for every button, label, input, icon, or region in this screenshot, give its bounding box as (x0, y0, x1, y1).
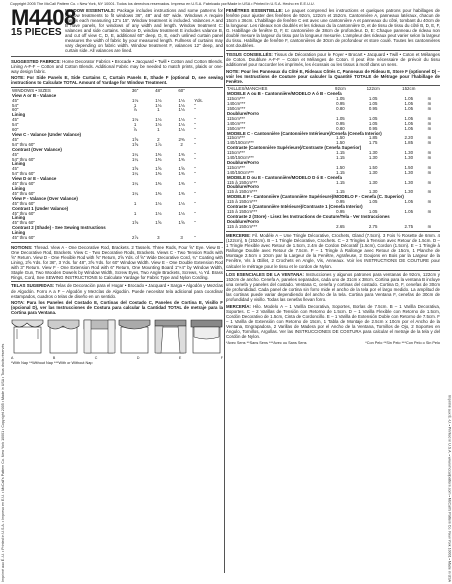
yardage-cell-b: 1⅝ (155, 220, 162, 226)
yardage-cell-a: 1¼ (132, 171, 139, 177)
yardage-cell-b: 2 (157, 136, 160, 142)
metric-cell-a: 2.65 (336, 223, 345, 229)
metric-cell-a: 1.15 (336, 150, 345, 156)
mercerie (226, 233, 440, 268)
metric-cell-u: m (427, 140, 432, 146)
metric-cell-a: 1.15 (336, 169, 345, 175)
window-essentials-text: Package includes instructions and some patterns for window treatments to fit windows 36", 48" and 60" wide. Windows A require panels each measuring 12"x 15". Window treatment is included. Valances A and B have panels, for windows of any width and length. Window treatment C: valances and side curtains. Valance D, window treatment E includes valance B, and cut off view C, D, E, additional 60" deep, D, E, each unlined curtain panel measures the width of fabric by your measured length. Fullness of curtains may vary depending on fabric width. Window treatment F, valances 12" deep, and curtain side. All valances are lined. (65, 8, 223, 54)
yardage-cell-c: 1⅝ (178, 166, 185, 172)
yardage-cell-t: View A or B - Valance (12, 92, 57, 98)
metric-cell-b: 1.05 (368, 96, 378, 102)
yardage-header-60: 60" (178, 87, 185, 93)
yardage-cell-b: 1⅛ (155, 102, 162, 108)
metric-cell-t: Doublure/Forro (227, 159, 259, 165)
yardage-cell-c: 1⅛ (178, 102, 185, 108)
yardage-table (11, 89, 223, 241)
metric-cell-u: m (427, 189, 432, 195)
yardage-cell-u: " (194, 210, 196, 216)
yardage-cell-t: 45" thru 60" (12, 181, 35, 187)
column-divider (224, 8, 225, 573)
metric-cell-t: 140/150cm*** (227, 140, 254, 146)
metric-cell-t: 115 à 150cm*** (227, 223, 258, 229)
yardage-cell-t: Contrast 1 (Under Valance) (12, 205, 69, 211)
yardage-cell-u: " (194, 171, 196, 177)
yardage-cell-t: View F - Valance (Over Valance) (12, 195, 78, 201)
yardage-cell-b: 1⅛ (155, 122, 162, 128)
yardage-cell-t: 45" (12, 117, 19, 123)
legend-es: *Con Pelo **Sin Pelo ***Con Pelo o Sin Pelo (365, 340, 440, 345)
metric-body (226, 92, 440, 229)
yardage-cell-c: 1⅜ (178, 190, 185, 196)
yardage-cell-u: " (194, 151, 196, 157)
esenciales-text: Instrucciones y algunos patrones para ventanas de 92cm, 122cm y 152cm de ancho. Cenefa A, paneles separados, cada uno de 31cm x 38cm. Cortina para la ventana B incluye una cenefa y paneles del costado. Ventana C, cenefa y cortinas del costado. Cortina D, F, cenefas de 30cm de profundidad. Cada panel de cortina sin forro mide el ancho de la tela por el largo medido. La amplitud de las cortinas puede variar dependiendo del ancho de la tela. Cortina para Ventana F, cenefas de 30cm de profundidad y visillo. Todas las cenefas llevan forro. (226, 272, 440, 303)
yardage-cell-b: 1⅜ (155, 151, 162, 157)
metric-cell-t: 115cm*** (227, 150, 245, 156)
yardage-cell-t: 45" thru 60" (12, 235, 35, 241)
yardage-cell-c: 1⅛ (178, 117, 185, 123)
metric-cell-b: 1.85 (368, 135, 378, 141)
legend-fr: *Avec Sens **Sans Sens ***Avec ou Sans Sens (226, 340, 307, 345)
metric-cell-u: m (427, 209, 432, 214)
metric-cell-c: 1.85 (404, 140, 414, 146)
yardage-cell-u: Yds. (194, 97, 203, 103)
suggested-fabrics (11, 59, 223, 74)
metric-cell-b: 0.95 (368, 105, 378, 111)
yardage-cell-t: 54" thru 60" (12, 141, 35, 147)
yardage-cell-a: ⅞ (133, 127, 137, 133)
yardage-cell-b: 1⅛ (155, 97, 162, 103)
yardage-cell-t: 45" thru 60" (12, 200, 35, 206)
metric-cell-u: m (427, 96, 432, 102)
metric-cell-b: 1.75 (368, 140, 378, 146)
yardage-header-label: WINDOWS • SIZES (12, 87, 51, 93)
english-column (11, 8, 223, 573)
telas-title: TELAS SUGERIDAS: (11, 283, 55, 289)
divider-line (11, 56, 223, 57)
view-a-drawing (11, 317, 44, 355)
note-text: NOTE: For Side Panels E, Side Curtains C, Curtain Panels E, Shade F (optional D, see sewing instructions to Calculate TOTAL Amount of Yardage for Window Treatment. (11, 75, 223, 86)
yardage-cell-b: 3 (157, 235, 160, 241)
yardage-cell-c: 2 (180, 141, 183, 147)
divider-line (11, 242, 223, 243)
view-letter-b: B (52, 356, 56, 361)
metric-cell-t: MODELE A ou B - Cantonnière/MODELO A ó B - Cenefa (227, 91, 342, 97)
metric-cell-c: 1.05 (404, 209, 414, 214)
yardage-cell-t: 60" (12, 107, 19, 113)
merceria-text: Hilo. Modelo A – 1 Varilla Decorativa, Soportes, Borlas de 7.5cm. B – 1 Varilla Decorativa, Soportes. C – 2 Varillas de Tensión con Retorno de 1.5cm. D – 1 Varilla Flexible con Retorno de 1.5cm, Cordón Decorativo de 1.5cm, Cinta de Cordoncillo. E – 1 Varilla de Extensión Doble con Retorno de 7.5cm. F – 1 Varilla de Extensión con Retorno de 15cm, 1 Tabla de Montaje de 2.5cm x 10cm por el Ancho de la Ventana, Engrapadora, 2 Varillas de Madera por el Ancho de la Ventana, Tornillos de Ojo, 2 Soportes en Ángulo, Tornillos, Argollas. Ver las INSTRUCCIONES DE COSTURA para calcular el metraje de la tela y del Cordón de Nylon. (226, 303, 440, 340)
yardage-cell-b: 1⅜ (155, 181, 162, 187)
notions (11, 245, 223, 280)
yardage-cell-c: 1⅝ (178, 220, 185, 226)
metric-cell-b: 1.30 (368, 169, 378, 175)
yardage-cell-t: Lining (12, 215, 26, 221)
side-print-right: Imprimé aux É.-U. • Printed in U.S.A. • www.mccallpattern.com • McCall's Pattern Co. New York 10001 • Made in USA (447, 394, 451, 582)
yardage-cell-a: 1¼ (132, 156, 139, 162)
yardage-cell-t: View D or E - Valance (12, 176, 57, 182)
yardage-cell-t: 45" (12, 97, 19, 103)
metric-cell-t: 115cm*** (227, 164, 245, 170)
yardage-cell-c: 1⅛ (178, 200, 185, 206)
yardage-cell-c: 1⅛ (178, 107, 185, 113)
metric-cell-t: Contraste 2 (Store) - Lisez les Instructions de Couture/Tela - Ver Instrucciones (227, 213, 390, 219)
window-essentials-title: WINDOW ESSENTIALS: (65, 8, 116, 13)
metric-cell-t: Doublure/Forro (227, 110, 259, 116)
yardage-cell-u: " (194, 156, 196, 162)
metric-cell-c: 1.05 (404, 199, 414, 205)
yardage-cell-b: 1⅝ (155, 166, 162, 172)
view-letter-c: C (94, 356, 98, 361)
metric-cell-a: 0.80 (336, 105, 345, 111)
yardage-cell-b: 1 (157, 127, 160, 133)
metric-header-152: 152cm (402, 86, 416, 92)
notions-text: Thread. View A - One Decorative Rod, Brackets. 2 Tassels. Three Rods, Four ⅝" Eye. View B - One Decorative Rod, Brackets. View C - Two Decorative Rods, Brackets. Views C - Two Tension Rods with ⅝" Return. View D - One Flexible Rod with ⅝" Return, 2⅝ Yds. of ⅝" Wide Decorative Cord, ¾" Coating with Lining, 2⅝ Yds. for 36", 3 Yds. for 48", 3⅝ Yds. for 60" Window Width. View E - One Double Extension Rod with 3" Return. View F - One Extension Rod with 6" Return, One Mounting Board 1"×4" by Window Width, Staple Gun, Two Wooden Dowels by Window Width, Screw Eyes, Two Angle Brackets, Screws, ¼ Yd. Brass Rings, Cord, See SEWING INSTRUCTIONS to Calculate Yardage for Fabric Type and Nylon Cording. (11, 244, 223, 280)
fenetres-text: Le paquet comprend les instructions et quelques patrons pour habillages de fenêtre pour ajuster des fenêtres de 92cm, 122cm et 152cm. Cantonnière A, panneaux latéraux, chacun de 15cm x 36cm. L'habillage de fenêtre C est avec une cantonnière A et panneaux du côté, tombant du 40cm de la longueur. Les rideaux non doublés et les rideaux du la cantonnière D, et de tissu de tissu du côté B, D, E, F, G. Habillage de fenêtre D, F, E: cantonnière de 38cm de profondeur. D, E: Chaque panneau de rideau non doublé mesure la largeur du tissu par la longueur mesurée. L'ampleur des rideaux peut varier selon la largeur du tissu. Habillage de fenêtre F, cantonnières de 30cm de profondeur et store coulé. Toutes les cantonnières sont doublées. (226, 8, 440, 49)
metric-cell-c: 1.30 (404, 179, 414, 185)
yardage-cell-t: 60" (12, 127, 19, 133)
metric-cell-a: 1.50 (336, 164, 345, 170)
yardage-cell-c: 1⅛ (178, 122, 185, 128)
metric-cell-u: m (427, 101, 432, 107)
legends-fr-es (226, 341, 440, 346)
metric-cell-u: m (427, 115, 432, 121)
yardage-cell-c: 1⅜ (178, 151, 185, 157)
metric-cell-t: Contraste (Cantonnière Supérieure)/Contraste (Cenefa Superior) (227, 145, 362, 151)
yardage-cell-u: " (194, 102, 196, 108)
metric-cell-a: 1.15 (336, 179, 345, 185)
yardage-cell-u: " (194, 220, 196, 226)
yardage-cell-t: Lining (12, 112, 26, 118)
metric-cell-u: m (427, 169, 432, 175)
metric-cell-b: 0.95 (368, 125, 378, 131)
yardage-body (11, 94, 223, 241)
metric-cell-c: 1.05 (404, 96, 414, 102)
metric-cell-u: m (427, 135, 432, 141)
metric-cell-a: 1.50 (336, 135, 345, 141)
yardage-cell-c: 1⅜ (178, 156, 185, 162)
yardage-cell-u: " (194, 166, 196, 172)
yardage-cell-b: 1⅛ (155, 210, 162, 216)
metric-cell-t: 140cm*** (227, 120, 246, 126)
metric-cell-c: 1.30 (404, 169, 414, 175)
view-f-drawing (190, 317, 223, 355)
divider-line (226, 270, 440, 271)
metric-cell-t: Doublure/Forro (227, 218, 259, 224)
yardage-cell-t: 54" (12, 102, 19, 108)
fr-note-text: NOTE: Pour les Panneaux du Côté E, Rideaux Côtés C, Panneaux de Rideau E, Store F (optionnel D) – voir les Instructions de Couture pour calculer la Quantité TOTALE de Métrage pour l'habillage de Fenêtre. (226, 68, 440, 84)
yardage-cell-t: 54" thru 60" (12, 156, 35, 162)
yardage-cell-u: " (194, 235, 196, 241)
yardage-cell-b: 1⅛ (155, 117, 162, 123)
metric-cell-b: 1.05 (368, 209, 378, 214)
metric-cell-b: 1.05 (368, 115, 378, 121)
suggested-fabrics-title: SUGGESTED FABRICS: (11, 58, 61, 64)
yardage-cell-t: View C - Valance (Under Valance) (12, 132, 81, 137)
fenetres-essentielle (226, 8, 440, 48)
metric-cell-b: 1.05 (368, 101, 378, 107)
metric-cell-a: 0.95 (336, 101, 345, 107)
view-letter-e: E (178, 356, 182, 361)
yardage-cell-t: 45" (12, 166, 19, 172)
view-illustrations (11, 317, 223, 355)
yardage-cell-a: 1⅝ (132, 220, 139, 226)
metric-cell-b: 1.30 (368, 150, 378, 156)
yardage-cell-b: 1⅞ (155, 141, 162, 147)
metric-header-label: TAILLES/MANCHES (227, 86, 268, 92)
pattern-number: M4408 (11, 8, 76, 30)
notions-title: NOTIONS: (11, 244, 33, 250)
metric-cell-t: 115 à 150cm*** (227, 209, 258, 214)
metric-cell-c: 1.05 (404, 115, 414, 121)
metric-cell-u: m (427, 179, 432, 185)
yardage-cell-a: 1¼ (132, 151, 139, 157)
suggested-fabrics-text: Home Decorator Fabrics • Brocade • Jacquard • Twill • Cotton and Cotton Blends. Lining A-F-F – Cotton and Cotton Blends. Additional Fabric may be needed to match prints, plaids or one-way design fabric. (11, 58, 223, 74)
metric-cell-t: 150cm*** (227, 125, 246, 131)
yardage-cell-a: 1¼ (132, 190, 139, 196)
metric-cell-t: 115cm*** (227, 115, 245, 121)
metric-cell-c: 1.05 (404, 120, 414, 126)
metric-cell-t: 115cm*** (227, 135, 245, 141)
yardage-cell-t: Contrast (Over Valance) (12, 146, 62, 152)
window-essentials (65, 8, 223, 53)
metric-cell-a: 1.05 (336, 115, 345, 121)
yardage-cell-a: 1⅛ (132, 97, 139, 103)
yardage-cell-u: " (194, 181, 196, 187)
yardage-cell-t: Lining (12, 161, 26, 167)
yardage-cell-a: 1¼ (132, 181, 139, 187)
metric-cell-c: 1.30 (404, 150, 414, 156)
side-print-left: Imprimé aux É.-U. • Printed in U.S.A. • Impreso en E.U. • McCall's Pattern Co. New York 10001 • Copyright 2005 • Made in USA • Tous droits réservés (1, 343, 5, 582)
view-letter-d: D (136, 356, 140, 361)
divider-line (11, 281, 223, 282)
nap-legend: *With Nap **Without Nap ***With or Without Nap (11, 361, 93, 366)
metric-cell-t: 140/150cm*** (227, 169, 254, 175)
yardage-cell-u: " (194, 141, 196, 147)
yardage-cell-t: 45" thru 60" (12, 210, 35, 216)
metric-cell-a: 0.95 (336, 209, 345, 214)
french-spanish-column (226, 8, 440, 573)
model-block (11, 8, 76, 55)
yardage-cell-c: 1⅛ (178, 210, 185, 216)
metric-cell-b: 1.30 (368, 155, 378, 161)
metric-cell-b: 2.75 (368, 223, 378, 229)
yardage-cell-u: " (194, 136, 196, 142)
metric-cell-c: 1.05 (404, 125, 414, 131)
metric-row (226, 225, 440, 230)
metric-cell-a: 0.80 (336, 125, 345, 131)
metric-cell-a: 1.15 (336, 189, 345, 195)
yardage-cell-t: 54" (12, 122, 19, 128)
metric-cell-c: 1.50 (404, 164, 414, 170)
metric-yardage-table (226, 87, 440, 229)
metric-cell-a: 1.50 (336, 140, 345, 146)
metric-cell-c: 1.30 (404, 189, 414, 195)
telas-sugeridas (11, 283, 223, 298)
yardage-cell-t: 45" thru 60" (12, 190, 35, 196)
metric-cell-b: 1.50 (368, 164, 378, 170)
yardage-cell-c: 1⅜ (178, 171, 185, 177)
yardage-cell-t: Lining (12, 185, 26, 191)
yardage-cell-u: " (194, 117, 196, 123)
yardage-cell-b: 1 (157, 107, 160, 113)
view-c-drawing (83, 317, 116, 355)
metric-header-92: 92cm (335, 86, 346, 92)
metric-header-122: 122cm (366, 86, 380, 92)
copyright-line: Copyright 2005 The McCall Pattern Co. • New York, NY 10001. Todos los derechos reservados. Impreso en U.S.A. Fabricado por/Made in USA • Printed in U.S.A. Hecho en E.E.U.U. (10, 2, 315, 6)
metric-cell-u: m (427, 199, 432, 205)
metric-cell-b: 1.05 (368, 199, 378, 205)
view-d-drawing (118, 317, 151, 355)
metric-cell-t: MODELE F - Cantonnière (Cantonnière Supérieure)/MODELO F - Cenefa (C. Superior) (227, 194, 404, 200)
yardage-cell-t: 45" (12, 151, 19, 157)
yardage-cell-u: " (194, 190, 196, 196)
yardage-cell-c: 1⅛ (178, 127, 185, 133)
fenetres-title: FENÊTRES ESSENTIELLE: (226, 8, 283, 13)
yardage-cell-t: 54" thru 60" (12, 171, 35, 177)
yardage-cell-a: 1 (133, 122, 137, 128)
metric-cell-t: Doublure/Forro (227, 184, 259, 190)
yardage-header-36: 36" (131, 87, 139, 93)
merceria (226, 304, 440, 339)
yardage-cell-u: " (194, 122, 196, 128)
mercerie-title: MERCERIE: (226, 233, 251, 239)
yardage-cell-u: " (194, 200, 196, 206)
metric-cell-u: m (427, 155, 432, 161)
metric-cell-u: m (427, 223, 432, 229)
divider-line (226, 231, 440, 232)
view-b-drawing (47, 317, 80, 355)
yardage-cell-t: 45" (12, 136, 19, 142)
view-e-drawing (154, 317, 187, 355)
yardage-cell-c: 2⅜ (178, 136, 185, 142)
header-block (11, 8, 223, 55)
yardage-cell-c: 1⅛ (178, 97, 185, 103)
yardage-cell-b: 1⅜ (155, 171, 162, 177)
metric-cell-u: m (427, 150, 432, 156)
merceria-title: MERCERÍA: (226, 303, 251, 309)
metric-cell-u: m (427, 120, 432, 126)
tissus-title: TISSUS CONSEILLÉS: (226, 51, 273, 57)
yardage-cell-a: ⅞ (133, 107, 137, 113)
metric-cell-t: 115 à 150cm*** (227, 189, 258, 195)
tissus-text: Tissus de Décoration pour le Foyer • Brocart • Jacquard • Twill • Coton et Mélanges de Coton. Doublure A-F-F – Coton et Mélanges de Coton. Il peut être nécessaire de prévoir du tissu additionnel pour raccorder les imprimés, les écossais ou les tissus à motif dans un sens. (226, 51, 440, 68)
metric-cell-c: 1.30 (404, 155, 414, 161)
yardage-cell-c: 1⅜ (178, 181, 185, 187)
esenciales-ventana (226, 272, 440, 302)
pieces-count: 15 PIECES (11, 27, 62, 38)
metric-cell-b: 1.30 (368, 179, 378, 185)
yardage-cell-b: 1⅜ (155, 156, 162, 162)
metric-cell-t: MODELE C - Cantonnière (Cantonnière Intérieure)/Cenefa (Cenefa Interior) (227, 130, 382, 136)
yardage-cell-a: 1 (133, 102, 137, 108)
metric-cell-t: 150cm*** (227, 105, 246, 111)
metric-cell-a: 1.15 (336, 155, 345, 161)
yardage-cell-a: 2⅞ (132, 235, 139, 241)
yardage-row (11, 236, 223, 241)
metric-cell-t: MODELE D ou E - Cantonnière/MODELO D ó E - Cenefa (227, 174, 342, 180)
metric-cell-c: 2.20 (404, 135, 414, 141)
tissus-conseilles (226, 52, 440, 67)
yardage-header-48: 48" (155, 87, 162, 93)
yardage-cell-a: 1⅝ (132, 141, 139, 147)
metric-cell-u: m (427, 164, 432, 170)
yardage-cell-b: 1⅛ (155, 200, 162, 206)
yardage-cell-a: 1⅝ (132, 166, 139, 172)
metric-cell-c: 1.05 (404, 101, 414, 107)
yardage-cell-u: " (194, 127, 196, 133)
yardage-cell-t: 45" thru 60" (12, 220, 35, 226)
telas-text: Telas de Decoración para el Hogar • Brocado • Jacquard • Sarga • Algodón y Mezclas de Algodón. Forro A a F – Algodón y Mezclas de Algodón. Puede necesitar tela adicional para coordinar estampados, cuadros o telas de diseño en un sentido. (11, 283, 223, 299)
metric-cell-b: 1.05 (368, 120, 378, 126)
yardage-cell-t: Lining (12, 230, 26, 236)
divider-line (226, 50, 440, 51)
yardage-cell-u: " (194, 107, 196, 113)
yardage-cell-a: 1⅝ (132, 136, 139, 142)
metric-cell-c: 2.75 (404, 223, 414, 229)
view-letter-f: F (220, 356, 223, 361)
metric-cell-u: m (427, 125, 432, 131)
metric-cell-u: m (427, 105, 432, 111)
metric-cell-t: Contraste 1 (Cantonnière Intérieure)/Contraste 1 (Cenefa Interior) (227, 204, 363, 210)
yardage-cell-a: 1 (133, 210, 137, 216)
metric-cell-a: 0.95 (336, 199, 345, 205)
metric-cell-a: 0.95 (336, 120, 345, 126)
metric-cell-t: 115cm*** (227, 96, 245, 102)
metric-cell-c: 1.05 (404, 105, 414, 111)
view-letter-a: A (11, 356, 14, 361)
metric-cell-t: 140cm*** (227, 101, 246, 107)
yardage-cell-a: 1⅛ (132, 117, 139, 123)
metric-cell-t: 115 à 150cm*** (227, 199, 258, 205)
yardage-cell-a: 1 (133, 200, 137, 206)
metric-cell-b: 1.30 (368, 189, 378, 195)
yardage-cell-b: 1⅜ (155, 190, 162, 196)
metric-cell-t: 140/150cm*** (227, 155, 254, 161)
metric-cell-t: 115 à 150cm*** (227, 179, 258, 185)
yardage-cell-t: Contrast 2 (Shade) - See Sewing Instructions (12, 225, 106, 231)
metric-cell-a: 1.05 (336, 96, 345, 102)
esenciales-title: LOS ESENCIALES DE LA VENTANA: (226, 272, 304, 278)
nota-text: NOTA: Para los Paneles del Costado E, Cortinas del Costado C, Paneles de Cortina E, Visillo F (opcional D), ver las Instrucciones de Costura para calcular la Cantidad TOTAL de metraje para la Cortina para Ventana. (11, 300, 223, 316)
mercerie-text: Fil. Modèle A – Une Tringle Décorative, Crochets, Gland (7.5cm). 3 Fois ½ Rosette de 6mm. 4 (122cm), 5 (152cm). B – 1 Tringle Décorative, Crochets. C – 2 Tringles à Tension avec Retour de 1.5cm. D – 1 Tringle Flexible avec Retour de 1.5cm, 2.4m de Cordon Décoratif (1.5cm), Cordon (1.5cm). E – 1 Tringle à Rallonge Double avec Retour de 7.5cm. F – 1 Tringle à Rallonge avec Retour de 15cm, 1 Planche de Montage 2.5cm x 10cm par la Largeur de la Fenêtre, Agrafeuse, 2 Goujons en Bois par la Largeur de la Fenêtre, Vis à Œillet, 2 Crochets en Angle, Vis, Anneaux. Voir les INSTRUCTIONS DE COUTURE pour calculer le métrage pour le tissu et le cordon de Nylon. (226, 233, 440, 269)
yardage-cell-c: 3 (180, 235, 183, 241)
